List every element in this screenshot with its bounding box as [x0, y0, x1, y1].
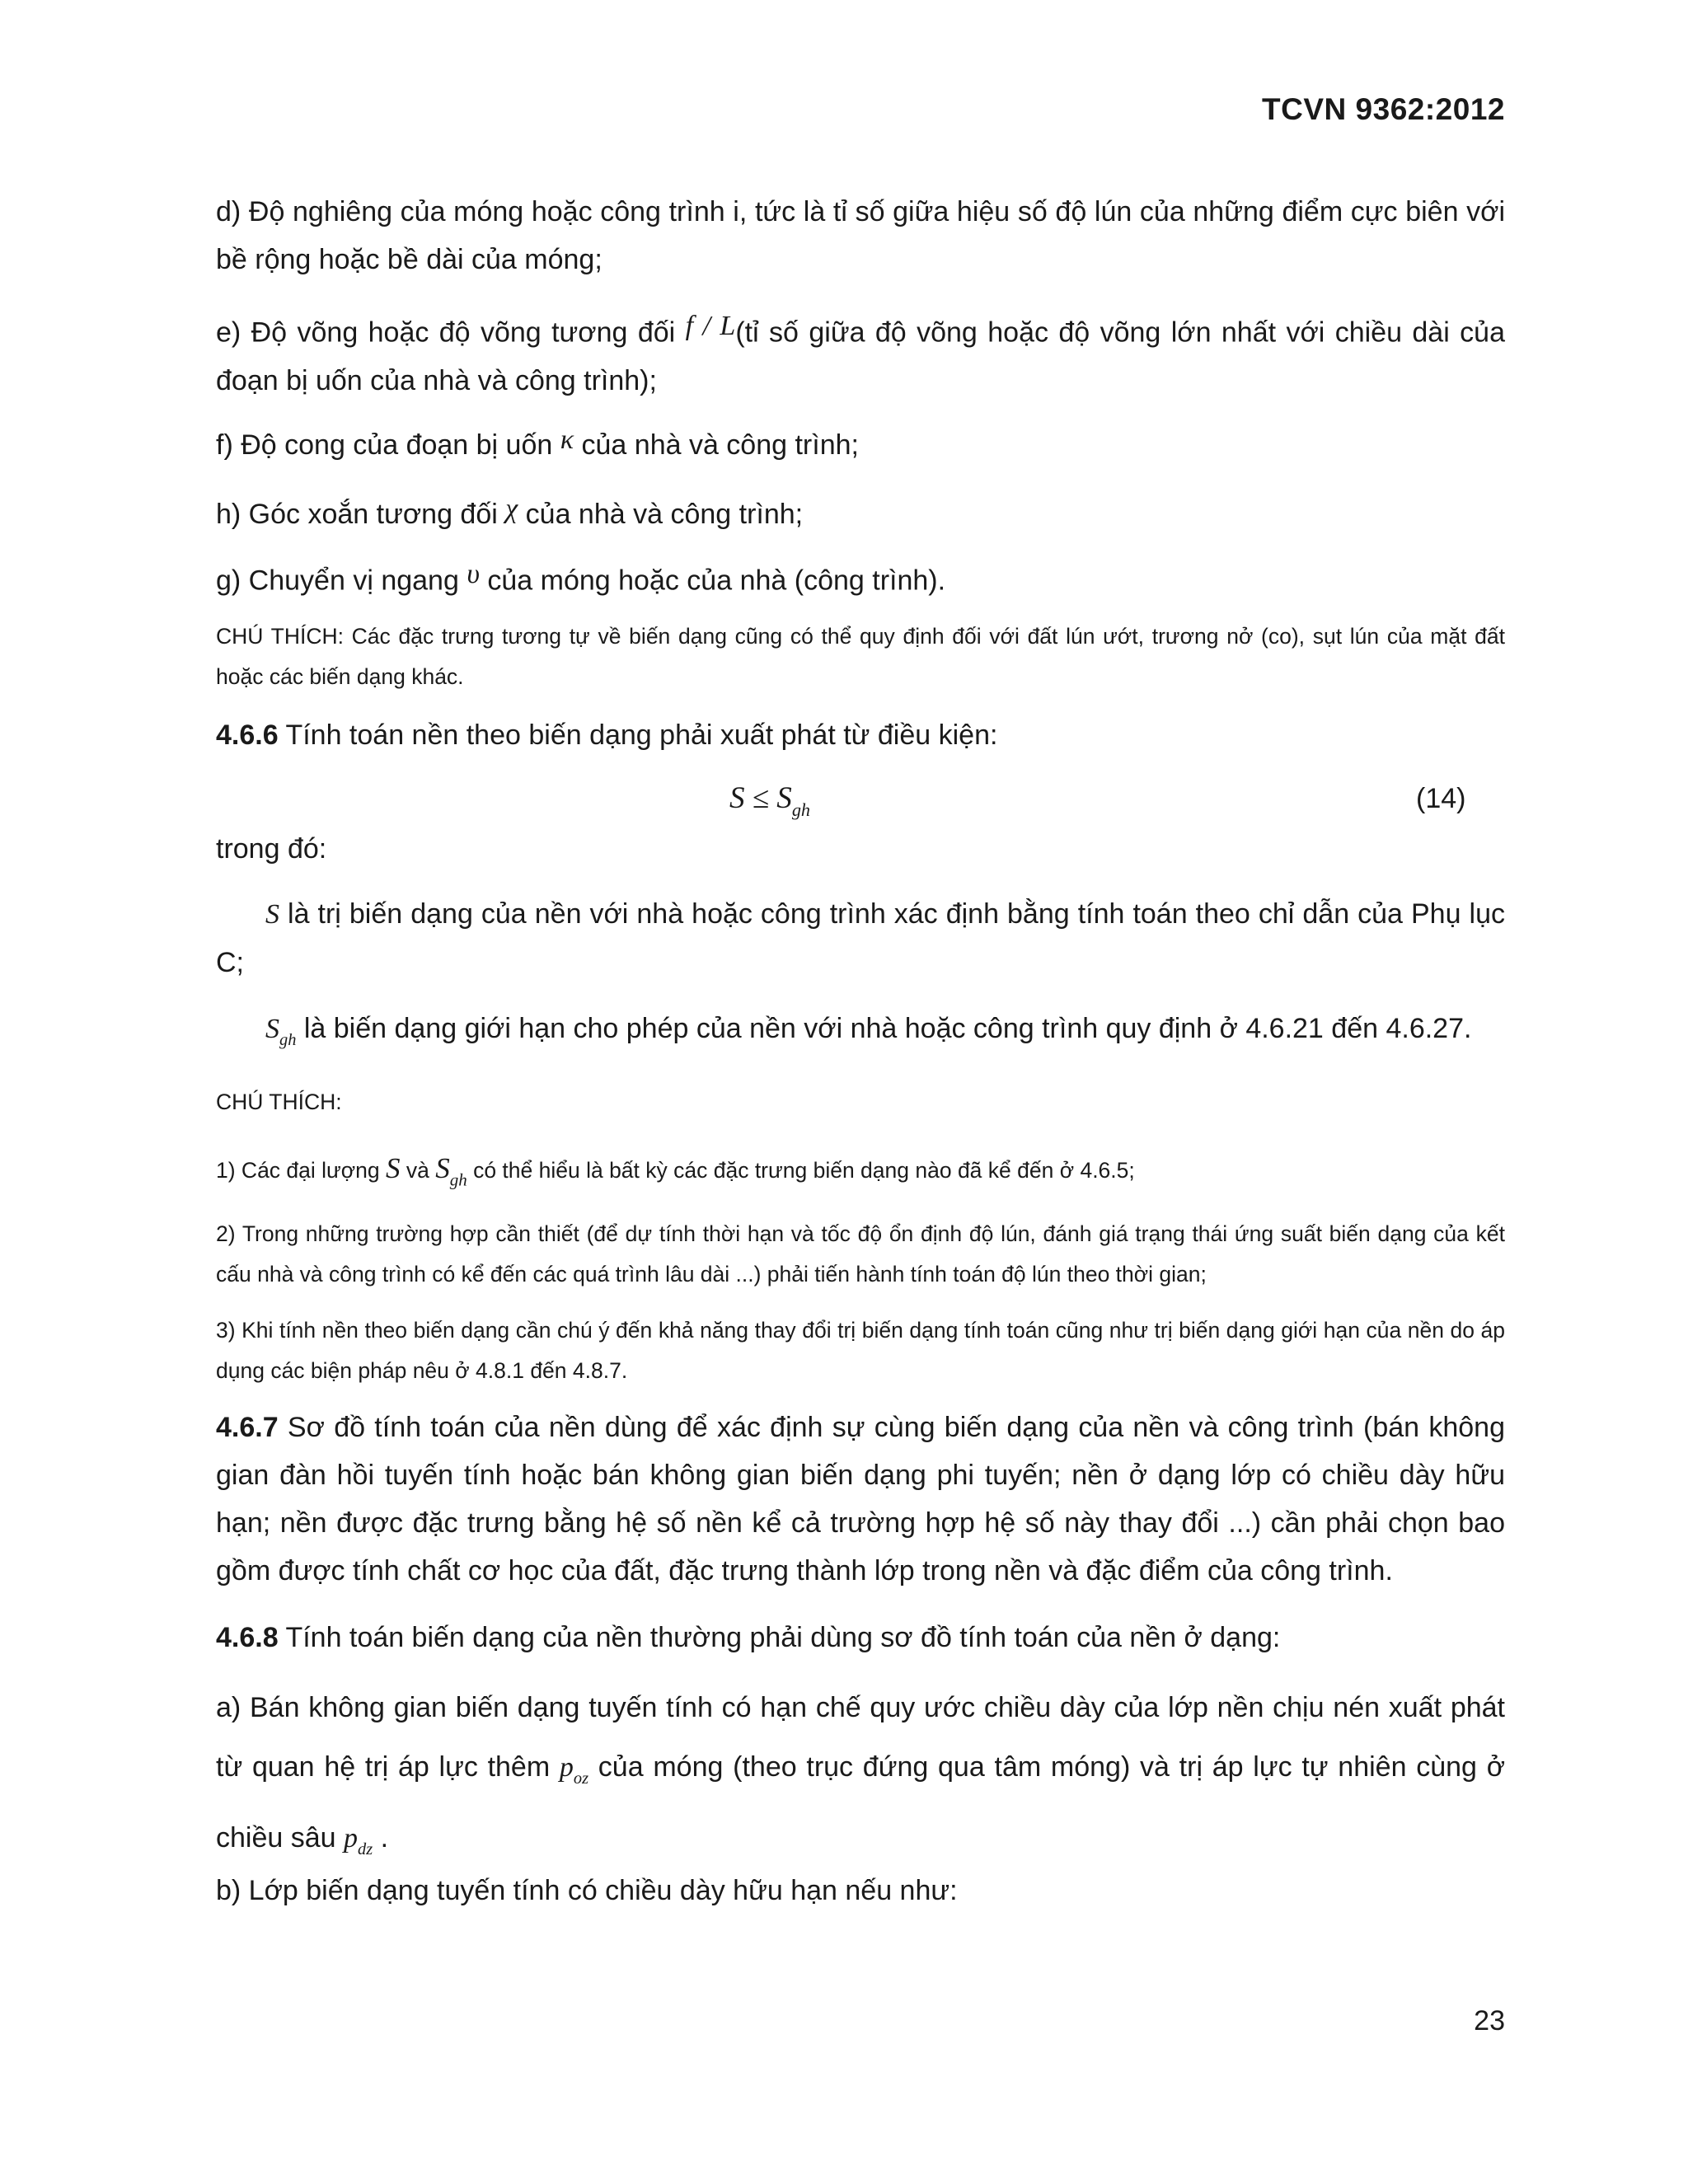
symbol-s: S: [385, 1152, 401, 1184]
item-e: [216, 302, 1505, 405]
standard-header: TCVN 9362:2012: [1262, 92, 1505, 126]
note-2-item-1-text: 1) Các đại lượng: [216, 1158, 386, 1183]
note-2-item-2: 2) Trong những trường hợp cần thiết (để dự tính thời hạn và tốc độ ổn định độ lún, đánh giá trạng thái ứng suất biến dạng của kết cấu nhà và công trình có kể đến các quá trình lâu dài ...) phải tiến hành tính toán độ lún theo thời gian;: [216, 1221, 1505, 1286]
symbol-s-gh-subscript: gh: [449, 1169, 467, 1190]
clause-number: 4.6.8: [216, 1622, 279, 1653]
clause-4-6-6: [216, 711, 1505, 759]
item-f-text-2: của nhà và công trình;: [581, 429, 859, 461]
item-g: [216, 551, 1505, 605]
clause-number: 4.6.6: [216, 719, 279, 751]
item-d: d) Độ nghiêng của móng hoặc công trình i, tức là tỉ số giữa hiệu số độ lún của những điểm cực biên với bề rộng hoặc bề dài của móng;: [216, 196, 1505, 275]
note-2-item-3: 3) Khi tính nền theo biến dạng cần chú ý đến khả năng thay đổi trị biến dạng tính toán cũng như trị biến dạng giới hạn của nền do áp dụng các biện pháp nêu ở 4.8.1 đến 4.8.7.: [216, 1318, 1505, 1383]
definition-s-text: là trị biến dạng của nền với nhà hoặc công trình xác định bằng tính toán theo chỉ dẫn của Phụ lục C;: [216, 898, 1505, 978]
equation-lhs: S ≤ S: [729, 781, 792, 815]
symbol-p-dz: [344, 1823, 373, 1859]
symbol-p-dz-base: p: [344, 1823, 358, 1854]
page-number: 23: [1474, 2005, 1505, 2036]
symbol-s-gh-base: S: [265, 1014, 279, 1044]
item-a-end: .: [373, 1822, 389, 1854]
item-a-text-2: của móng (theo trục đứng qua tâm móng) và trị áp lực tự nhiên cùng ở chiều sâu: [216, 1751, 1506, 1854]
clause-4-6-7: [216, 1404, 1505, 1595]
clause-text: Tính toán biến dạng của nền thường phải dùng sơ đồ tính toán của nền ở dạng:: [278, 1622, 1281, 1653]
symbol-s-gh-base: S: [435, 1152, 450, 1184]
note-2-item-1-and: và: [400, 1158, 436, 1183]
item-h-text-2: của nhà và công trình;: [525, 498, 804, 530]
note-1: CHÚ THÍCH: Các đặc trưng tương tự về biến dạng cũng có thể quy định đối với đất lún ướt, trương nở (co), sụt lún của mặt đất hoặc các biến dạng khác.: [216, 624, 1505, 689]
symbol-s-gh-subscript: gh: [279, 1031, 297, 1050]
clause-4-6-8: [216, 1614, 1505, 1661]
note-2-item-1: [216, 1148, 1505, 1200]
symbol-p-dz-subscript: dz: [358, 1840, 373, 1859]
definition-sgh: [216, 1005, 1505, 1064]
equation-14: [0, 775, 1688, 823]
symbol-p-oz-base: p: [559, 1752, 574, 1783]
symbol-s: S: [265, 899, 279, 930]
definition-s: [216, 890, 1505, 987]
item-f-text: f) Độ cong của đoạn bị uốn: [216, 429, 560, 461]
symbol-p-oz: [559, 1752, 589, 1788]
symbol-f-over-l: f / L: [685, 311, 736, 341]
symbol-upsilon: υ: [467, 559, 480, 589]
note-2-title: CHÚ THÍCH:: [216, 1090, 342, 1114]
definition-sgh-text: là biến dạng giới hạn cho phép của nền với nhà hoặc công trình quy định ở 4.6.21 đến 4.6.27.: [303, 1013, 1472, 1044]
clause-text: Tính toán nền theo biến dạng phải xuất phát từ điều kiện:: [278, 719, 998, 751]
symbol-kappa: κ: [560, 424, 574, 455]
item-b: b) Lớp biến dạng tuyến tính có chiều dày hữu hạn nếu như:: [216, 1875, 958, 1906]
item-e-text: e) Độ võng hoặc độ võng tương đối: [216, 316, 686, 349]
clause-number: 4.6.7: [216, 1412, 279, 1443]
item-h: [216, 485, 1505, 538]
item-a-text: a) Bán không gian biến dạng tuyến tính có hạn chế quy ước chiều dày của lớp nền chịu nén xuất phát từ quan hệ trị áp lực thêm: [216, 1692, 1505, 1783]
item-a: [216, 1678, 1505, 1879]
item-e-text-2: (tỉ số giữa độ võng hoặc độ võng lớn nhất với chiều dài của đoạn bị uốn của nhà và công trình);: [216, 316, 1505, 396]
symbol-chi: χ: [505, 494, 518, 524]
clause-text: Sơ đồ tính toán của nền dùng để xác định sự cùng biến dạng của nền và công trình (bán không gian đàn hồi tuyến tính hoặc bán không gian biến dạng phi tuyến; nền ở dạng lớp có chiều dày hữu hạn; nền được đặc trưng bằng hệ số nền kể cả trường hợp hệ số này thay đổi ...) cần phải chọn bao gồm được tính chất cơ học của đất, đặc trưng thành lớp trong nền và đặc điểm của công trình.: [216, 1412, 1505, 1586]
equation-subscript: gh: [791, 799, 810, 820]
item-f: [216, 416, 1505, 469]
where-label: trong đó:: [216, 833, 327, 865]
item-g-text: g) Chuyển vị ngang: [216, 565, 467, 597]
item-g-text-2: của móng hoặc của nhà (công trình).: [487, 565, 946, 597]
item-h-text: h) Góc xoắn tương đối: [216, 498, 506, 530]
note-2-item-1-text-2: có thể hiểu là bất kỳ các đặc trưng biến dạng nào đã kể đến ở 4.6.5;: [467, 1158, 1135, 1183]
symbol-s-gh: [265, 1014, 297, 1050]
equation-number: (14): [1416, 783, 1466, 814]
symbol-p-oz-subscript: oz: [573, 1769, 589, 1788]
symbol-s-gh: [435, 1152, 467, 1190]
